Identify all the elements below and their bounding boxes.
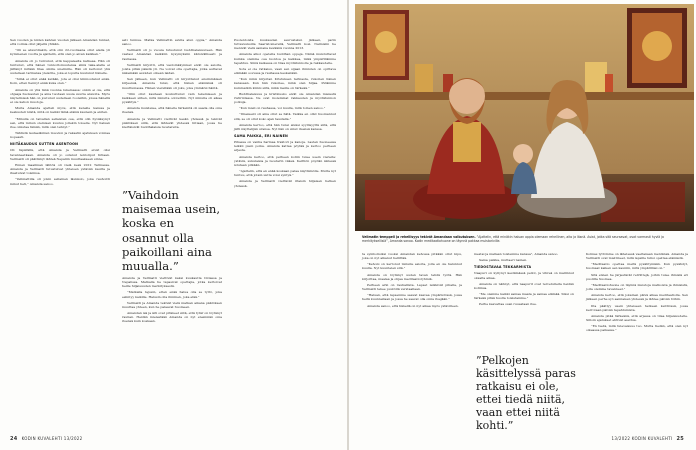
paragraph: Perheen arki on rauhallista. Lapset leikkivät pihalla, ja Vellmatti tekee puutöitä verstaallaan. bbox=[362, 282, 462, 292]
left-column-2b bbox=[122, 276, 222, 326]
paragraph: Sama paikka, muttaeri nainen. bbox=[479, 258, 528, 263]
paragraph: ”Ilmeisesti oli aina ollut se hätä. Vaikka en ollut huomannut sitä, se oli ollut koko ajan taustalla.” bbox=[234, 112, 336, 121]
paragraph: Buddhalaisuus ja kristinusko eivät ole Amandan mielestä ristiriidassa. Ne ovat molemmat rakkauden ja myötätunnon polkuja. bbox=[234, 91, 336, 105]
paragraph: Tähtistä lautaeläinten muodon ja rakastin ajatuksen voimaa nopeasti. bbox=[10, 130, 110, 140]
left-column-2-text bbox=[122, 38, 222, 129]
photo-illustration bbox=[355, 4, 694, 231]
paragraph: Amanda on nähnyt, että naapurit ovat tervetulleita heidän kotiinsa. bbox=[474, 281, 574, 290]
paragraph: Amandan isä ja äiti ovat pitäneet siitä, että tytär on löytänyt rauhan. Heidän mielestään Amanda on nyt enemmän oma itsensä kuin koskaan. bbox=[122, 311, 222, 324]
paragraph: Sitä ennen he järjestävät retriittejä, joihin tulee ihmisiä eri puolilta Suomea. bbox=[586, 272, 688, 281]
paragraph: Naapuri on kyllynyt äestämässä pellot, ja vihreä on mallinnut oksalta aikaa. bbox=[474, 271, 574, 280]
left-column-1 bbox=[10, 38, 110, 188]
magazine-name: KODIN KUVALEHTI 13/2022 bbox=[21, 436, 83, 441]
left-column-1-text bbox=[10, 38, 110, 139]
paragraph: ”Meditaatiohuone on täynnä muistoja matkoista ja ihmisistä, joita olemme tavanneet.” bbox=[586, 282, 688, 292]
left-column-1b-text bbox=[10, 148, 110, 185]
paragraph: ”Kehoni on kertonut minulle asioita, joita en ole halunnut kuulla. Nyt kuuntelen sitä.” bbox=[362, 262, 462, 271]
paragraph: Amanda on yhä tänä vuonna lukemassa: onkin ei ole, että ohjaaja huokauten ja aina tuodaan uusia suuria ansioita. Myös näytelmissä hän on joutunut uudelleen rooleihin, joissa hänellä ei ole kehon muotoja. bbox=[10, 87, 110, 105]
pull-quote: ”Vaihdoin maisemaa usein, koska en osannut olla paikoillani aina muualla.” bbox=[122, 188, 221, 274]
footer-left bbox=[10, 436, 82, 442]
paragraph: ”Minulla on taivallan sellaisten osa, että olin hyväksynyt sen, että minun olemisen kuuluu jollekin toiselle. Nyt haluan itse omistaa tämän, mitä olen tehnyt.” bbox=[10, 116, 110, 129]
paragraph: ”Me olemme kaikki samaa maata ja samaa elämää. Siksi on tärkeää pitää huolta toisistamme.” bbox=[474, 292, 574, 301]
paragraph: Muita Amanda ajatteli myös, että kenelle kanssa ja keskusteli niistä, mitä on kaikki tämä elämä kaunein ja eniten. bbox=[10, 106, 110, 115]
paragraph: Sota ei ole ratkaisu, vaan sen sijaan ihmisten on opittava elämään sovussa ja rauhassa keskenään. bbox=[234, 66, 336, 76]
left-page bbox=[0, 0, 347, 450]
paragraph: Amanda ja Vellmatti viettivät kesän yhdessä ja tekivät päätöksen siitä, että lähtevät yhdessä Intiaan, jossa he kiertäisivät buddhalaisia luostareita. bbox=[122, 116, 222, 129]
paragraph: Amanda alkoi opetella buddhan oppeja. Nämä muistuttavat kuinka olemme osa luontoa ja kaikkea, mikä ympärillämme tapahtuu. Siinä kaikessa on tilaa myötätunnolle ja rakkaudelle. bbox=[234, 52, 336, 65]
paragraph: ”Kun mieli on rauhassa, voi kuulla, mitä toinen sanoo.” bbox=[239, 106, 326, 111]
paragraph: Amanda pitää tärkeänä, että arjessa on tilaa hiljaisuudelle. Silloin ajatukset ehtivät asettua. bbox=[586, 313, 688, 323]
footer-right bbox=[612, 436, 684, 442]
caption-lead: Vellmatin temppeli ja rehellisyys tekivät Amandaan vaikutuksen. bbox=[362, 235, 476, 239]
paragraph: Vellmatti kirjoitti, että vastoinkäymiset eivät ole asioita, joista pitää päästä yli. Ne voivat olla opettajia, jotka auttavat näkemään asioiden oikean laidan. bbox=[122, 62, 222, 76]
paragraph: Amanda oli jo tuntunut, että kappaleelta katkeaa. Hän oli tuntunut, että hänen tunnottomuutensa siinä taka-alalla ei jättänyt mitään tilaa omille unelmille. Hän oli kertonut yhä uudelleen tarinansa yleisölle, joka ei lopulta kuulunut hänelle. bbox=[10, 58, 110, 76]
paragraph: ”Meditaatio opettaa meitä pysähtymään. Kun pysähdyt, huomaat kaiken sen kauniin, mitä ympärilläsi on.” bbox=[586, 262, 688, 271]
paragraph: Ennen maailman lähtöä oli vielä kesä 2012 Tarinassa. Amanda ja Vellmatti tutustuivat yhteisen ystävän kautta ja ihastuivat toisiinsa. bbox=[10, 162, 110, 176]
paragraph: Amanda sanoo, että hänellä on nyt aikaa myös ystävilleen. bbox=[367, 303, 459, 308]
right-column-2-text bbox=[474, 252, 574, 262]
paragraph: ”Olin ollut kauhean koukuttunut vain tekemiseen ja kaikkeen siihen, mitä minulta odotettiin. Nyt minulla oli aikaa pysähtyä.” bbox=[122, 91, 222, 105]
paragraph: Puolentoista kuukauden seurustelun jälkeen, parin tuttavuuksilla Saaristomerellä, Vellmatti kosi. Naimisiin he menivät vielä samana keväänä vuonna 2013. bbox=[234, 38, 336, 51]
right-column-2b-text bbox=[474, 271, 574, 306]
paragraph: asti tunnua. Matka Vellmattin avulla alun oppia,” Amanda sanoo. bbox=[122, 38, 222, 47]
paragraph: Amanda muistelee, että hänelle tärkeintä oli saada olla oma itsensä. bbox=[122, 106, 222, 115]
paragraph: ”Ajattelin, että en enää koskaan palaa näyttämölle. Mutta nyt tuntuu, että jotain uutta voisi syntyä.” bbox=[234, 169, 336, 178]
paragraph: ”Matkalla tajusin, etten enää halua olla se tyttö, joka esiintyy kaikille. Halusin olla ihminen, joka elää.” bbox=[122, 290, 222, 299]
subheading: TIEDOSTAVAA TEKKARMISTA bbox=[474, 265, 532, 270]
paragraph: Amanda ja Vellmatti viettävät iltaisin hiljaisen hetken yhdessä. bbox=[234, 179, 336, 188]
paragraph: ”En tiedä, mitä tulevaisuus tuo. Mutta tiedän, että olen nyt oikeassa paikassa.” bbox=[586, 324, 688, 333]
right-column-3 bbox=[586, 252, 688, 335]
paragraph: ”Kun minä kirjoitan Kristuksen tarinasta, rukoilen hänen kanssaan. Kun hän rukoilee, minä olen hiljaa. Pidämme kummatkin kiinni siitä, mikä meille on tärkeää.” bbox=[234, 77, 336, 90]
paragraph: Pihassa on vanha harmaa traktori ja kanoja. Lasten huoneessa leikkii pieni poika. Amanda kattaa pöytää ja kertoo perheen arjesta. bbox=[234, 140, 336, 153]
page-number: 24 bbox=[10, 436, 18, 442]
paragraph: Amanda kertoo, että jokainen päivä alkaa meditaatiolla. Sen jälkeen perhe syö aamiaisen yhdessä ja lähtee päivän töihin. bbox=[586, 293, 688, 302]
paragraph: Vellmatti oli jo vuosia tutustunut buddhalaisuuteen. Hän vastasi Amandan kaikkiin kysymyksiin kärsivällisesti ja rauhassa. bbox=[122, 48, 222, 61]
paragraph: ”Oli se absurdiakin, että olin 22-vuotiaana ollut alalla yli kymmenen vuotta ja ajattelin, että olen jo aivan kaikken.” bbox=[10, 48, 110, 57]
paragraph: ta symbolisiksi vuoksi Amandan kehossa pitkään ollut kipu, joka on nyt alkanut hellittää. bbox=[362, 252, 462, 261]
subheading: NIITÄKAUDUS SUTTEN ASENTOON bbox=[10, 142, 79, 147]
left-column-3 bbox=[234, 38, 336, 190]
right-column-3-text bbox=[586, 252, 688, 333]
paragraph: ”Vellmattilla oli jokin sellainen läsnäolo, joka rauhoitti minut heti,” Amanda sanoo. bbox=[10, 177, 110, 186]
magazine-name: 13/2022 KODIN KUVALEHTI bbox=[611, 436, 673, 441]
paragraph: Ilta päättyy usein yhteiseen hetkeen keittiössä, jossa kerrotaan päivän tapahtumista. bbox=[586, 303, 688, 312]
left-column-2b-text bbox=[122, 276, 222, 324]
left-column-2 bbox=[122, 38, 222, 131]
paragraph: Sen vuoden ja niiden kahden vuoden jälkeen Amandan tunnat, että voimia ollut jäljellä yhtään. bbox=[10, 38, 110, 47]
paragraph: Amanda kertoo, että hän tunsi aluksi syyllisyyttä siitä, että jätti näyttelijän uransa. Nyt hän on sinut itsensä kanssa. bbox=[234, 122, 336, 131]
paragraph: Amanda ja Vellmatti viettivät kaksi kuukautta Intiassa ja Nepalissa. Matkalla he tapasivat opettajia, jotka kertoivat heille hiljaisuuden merkityksestä. bbox=[122, 276, 222, 289]
paragraph: Amanda kertoo, että perheen kotiin tulee usein vieraita: ystäviä, sukulaisia ja luostarin väkeä. Keittiön pöydän ääressä istutaan pitkään. bbox=[234, 154, 336, 167]
paragraph: Amanda on löytänyt uuden tavan tehdä työtä. Hän kirjoittaa, maalaa ja ohjaa meditaatioryhmiä. bbox=[362, 272, 462, 281]
right-column-2 bbox=[474, 252, 574, 309]
paragraph: Vellmatti ja Amanda tekivät vielä matkan aikana päätöksen muuttaa yhteen, kun he palaavat Suomeen. bbox=[122, 300, 222, 309]
left-column-3b-text bbox=[234, 140, 336, 188]
page-number: 25 bbox=[676, 436, 684, 442]
paragraph: ”Haluan, että lapsemme saavat kasvaa ympäristössä, jossa heitä kuunnellaan ja jossa he saavat olla omia itsejään.” bbox=[362, 293, 462, 302]
paragraph: Perhe kasvattaa osan ruuastaan itse. bbox=[479, 302, 537, 307]
subheading: SAMA PAIKKA, ERI NAINEN bbox=[234, 133, 288, 138]
paragraph: Sen jälkeen, kun Vellmatti oli kirjoittanut ensimmäisen kirjeensä, Amanda tunsi, että hänen elämänsä oli muuttumassa. Hänen vierellään oli joku, joka ymmärsi häntä. bbox=[122, 77, 222, 90]
paragraph: mestai ja mallaan toistemme kanssa”, Amanda sanoo. bbox=[474, 252, 559, 256]
right-column-1-text bbox=[362, 252, 462, 308]
family-photo bbox=[355, 4, 694, 231]
photo-caption bbox=[362, 235, 688, 243]
paragraph: ”Siinä ei ollut enää ketään, jota ei olisi kiinnostanut enää. Koin, etten tiennyt enää kuka olen.” bbox=[10, 77, 110, 86]
caption-text: ”Ajattelin, että minäkin haluan oppia olemaan rehellinen, aito ja läsnä. Asiat, jotka sitä seuraavat, ovat varmasti hyviä ja merkityksellisiä”, Amanda sanoo. Kodin meditaatiohuone on täynnä pakkaa muistoriville. bbox=[362, 235, 664, 244]
left-column-3-text bbox=[234, 38, 336, 131]
paragraph: Oli täpärällä, että Amanda ja Vellmatti eivät olisi tavanneetkaan. Amanda oli jo ostanut lentoliput Intiaan. Vellmatti oli päättänyt lähteä Nepaliin muuttaakseen sinne. bbox=[10, 148, 110, 161]
right-column-1 bbox=[362, 252, 462, 310]
paragraph: Kolmas tyttömme on lähetessä vaeltanaan mentänsä. Amanda ja Vellmatti ovat miettineet, mitä lapsille tulisi opettaa elämästä. bbox=[586, 252, 688, 261]
pull-quote-right: ”Pelkojen käsittelyssä paras ratkaisu ei ole, ettei tiedä niitä, vaan ettei niitä kohti.” bbox=[476, 354, 576, 432]
